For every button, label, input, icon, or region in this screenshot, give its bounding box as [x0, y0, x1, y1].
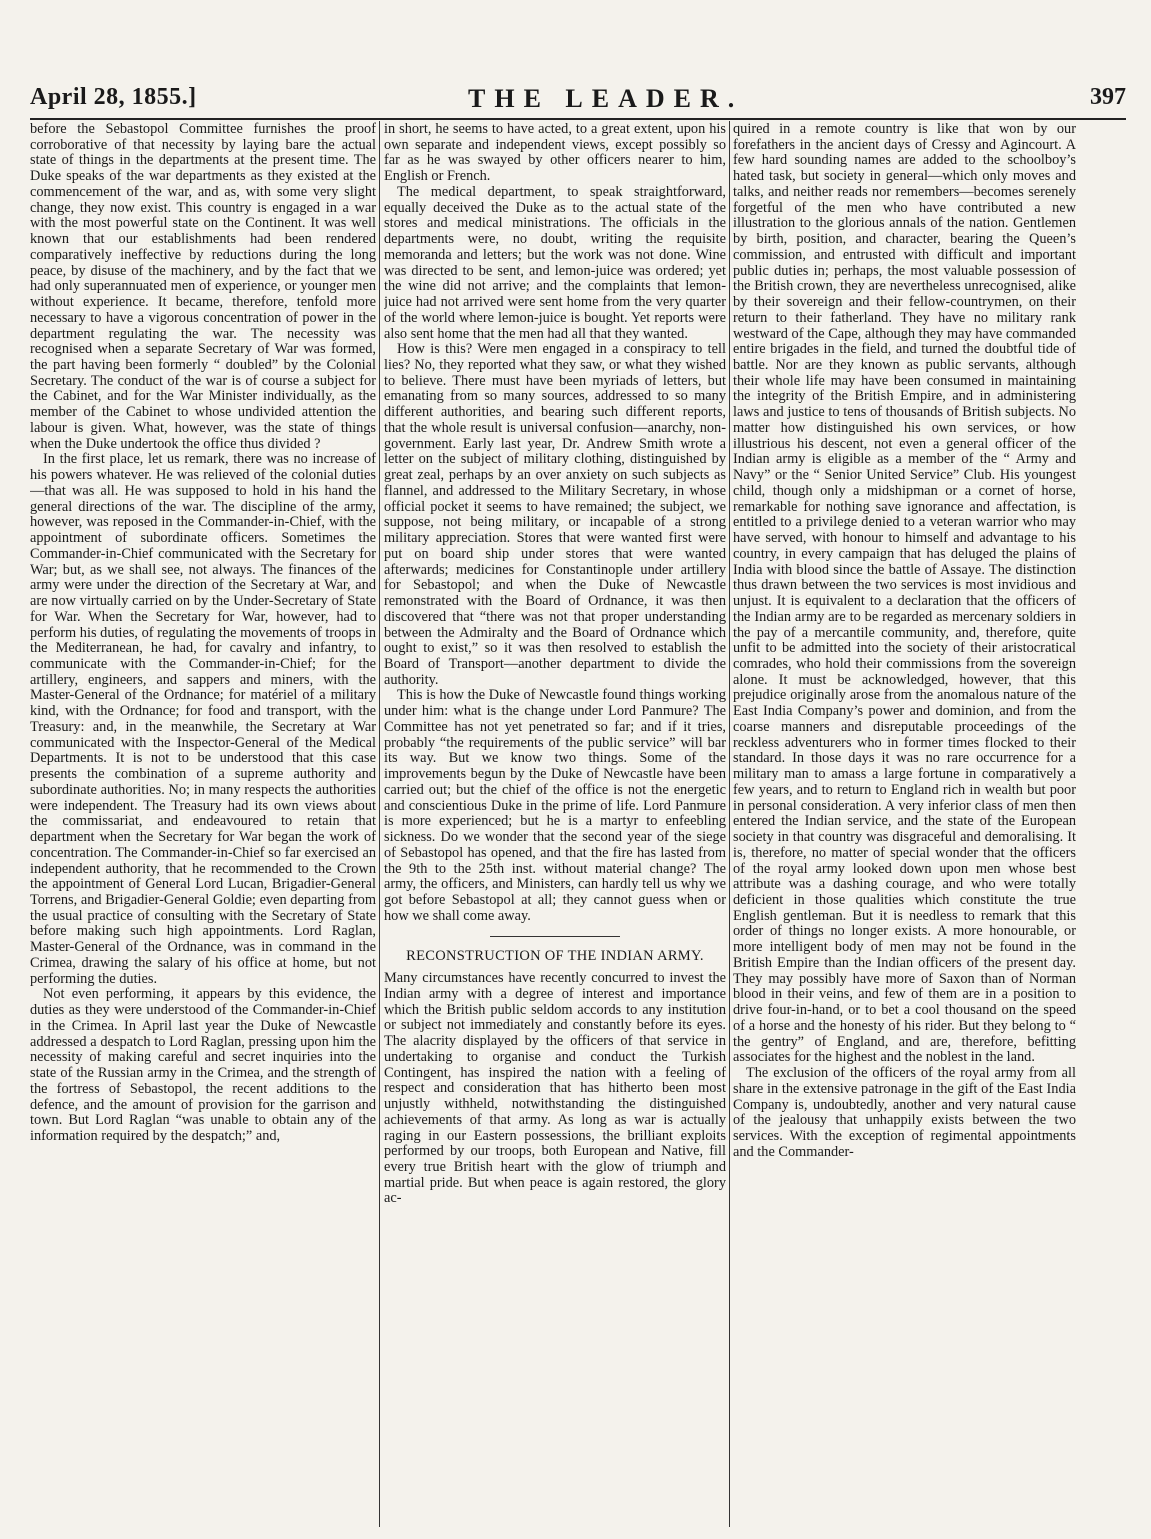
paragraph: in short, he seems to have acted, to a great extent, upon his own separate and independent views, except possibly so far as he was swayed by other officers nearer to him, English or French. [384, 122, 726, 185]
header-rule [30, 118, 1126, 120]
paragraph: Not even performing, it appears by this evidence, the duties as they were understood of the Commander-in-Chief in the Crimea. In April last year the Duke of Newcastle addressed a despatch to Lord Raglan, pressing upon him the necessity of making careful and secret inquiries into the state of the Russian army in the Crimea, and the strength of the fortress of Sebastopol, the recent additions to the defence, and the amount of provision for the garrison and town. But Lord Raglan “was unable to obtain any of the information required by the despatch;” and, [30, 986, 376, 1144]
column-divider [729, 121, 730, 1527]
section-divider [490, 936, 620, 937]
column-2 [384, 122, 726, 1527]
paragraph: The exclusion of the officers of the royal army from all share in the extensive patronage in the gift of the East India Company is, undoubtedly, another and very natural cause of the jealousy that unhappily exists between the two services. With the exception of regimental appointments and the Commander- [733, 1065, 1076, 1160]
paragraph: In the first place, let us remark, there was no increase of his powers whatever. He was relieved of the colonial duties—that was all. He was supposed to hold in his hand the general directions of the war. The discipline of the army, however, was reposed in the Commander-in-Chief, with the appointment of subordinate officers. Sometimes the Commander-in-Chief communicated with the Secretary for War; but, as we shall see, not always. The finances of the army were under the direction of the Secretary at War, and are now virtually carried on by the Under-Secretary of State for War. When the Secretary for War, however, had to perform his duties, of regulating the movements of troops in the Mediterranean, he had, for cavalry and infantry, to communicate with the Commander-in-Chief; for the artillery, engineers, and sappers and miners, with the Master-General of the Ordnance; for matériel of a military kind, with the Ordnance; for food and transport, with the Treasury: and, in the meanwhile, the Secretary at War communicated with the Inspector-General of the Medical Departments. It is not to be understood that this case presents the combination of a supreme authority and subordinate authorities. No; in many respects the authorities were independent. The Treasury had its own views about the commissariat, and endeavoured to retain that department when the Secretary for War began the work of concentration. The Commander-in-Chief so far exercised an independent authority, that he recommended to the Crown the appointment of General Lord Lucan, Brigadier-General Torrens, and Brigadier-General Goldie; even departing from the usual practice of consulting with the Secretary of State before making such high appointments. Lord Raglan, Master-General of the Ordnance, was in command in the Crimea, drawing the salary of his office at home, but not performing the duties. [30, 451, 376, 987]
page-header [30, 84, 1126, 118]
paragraph: How is this? Were men engaged in a conspiracy to tell lies? No, they reported what they saw, or what they wished to believe. There must have been myriads of letters, but emanating from so many sources, addressed to so many different authorities, and bearing such different reports, that the whole result is universal confusion—anarchy, non-government. Early last year, Dr. Andrew Smith wrote a letter on the subject of military clothing, distinguished by great zeal, perhaps by an over anxiety on such subjects as flannel, and addressed to the Military Secretary, in whose official pocket it seems to have remained; the subject, we suppose, not being military, or incapable of a strong military appreciation. Stores that were wanted first were put on board ship under stores that were wanted afterwards; medicines for Constantinople under artillery for Sebastopol; and when the Duke of Newcastle remonstrated with the Board of Ordnance, it was then discovered that “there was not that proper understanding between the Admiralty and the Board of Ordnance which ought to exist,” so it was then resolved to establish the Board of Transport—another department to divide the authority. [384, 341, 726, 688]
column-3 [733, 122, 1076, 1527]
newspaper-title: THE LEADER. [468, 84, 744, 113]
paragraph: quired in a remote country is like that won by our forefathers in the ancient days of Cressy and Agincourt. A few hard sounding names are added to the schoolboy’s hated task, but society in general—which only moves and talks, and neither reads nor remembers—becomes serenely forgetful of the men who have contributed a new illustration to the glorious annals of the nation. Gentlemen by birth, position, and character, bearing the Queen’s commission, and entrusted with difficult and important public duties in; perhaps, the most valuable possession of the British crown, they are nevertheless unrecognised, alike by their sovereign and their fellow-countrymen, on their return to their fatherland. They have no military rank westward of the Cape, although they may have commanded entire brigades in the field, and turned the doubtful tide of battle. Nor are they known as public servants, although their whole life may have been consumed in maintaining the integrity of the British Empire, and in administering laws and justice to tens of thousands of British subjects. No matter how distinguished his own services, or how illustrious his descent, not even a general officer of the Indian army is eligible as a member of the “ Army and Navy” or the “ Senior United Service” Club. His youngest child, though only a midshipman or a cornet of horse, remarkable for nothing save ignorance and affectation, is entitled to a privilege denied to a veteran warrior who may have served, with honour to himself and advantage to his country, in every campaign that has deluged the plains of India with blood since the battle of Assaye. The distinction thus drawn between the two services is most invidious and unjust. It is equivalent to a declaration that the officers of the Indian army are to be regarded as mercenary soldiers in the pay of a mercantile community, and, therefore, quite unfit to be admitted into the society of their aristocratical comrades, who hold their commissions from the sovereign alone. It must be acknowledged, however, that this prejudice originally arose from the anomalous nature of the East India Company’s power and dominion, and from the coarse manners and disreputable proceedings of the reckless adventurers who in former times flocked to their standard. In those days it was no rare occurrence for a military man to amass a large fortune in comparatively a few years, and to return to England rich in wealth but poor in personal consideration. A very inferior class of men then entered the Indian service, and the state of the European society in that country was disgraceful and demoralising. It is, therefore, no matter of special wonder that the officers of the royal army looked down upon men whose best attribute was a dashing courage, and who were totally deficient in those qualities which constitute the true English gentleman. But it is needless to remark that this order of things no longer exists. A more honourable, or more intelligent body of men may not be found in the British Empire than the Indian officers of the present day. They may possibly have more of Saxon than of Norman blood in their veins, and few of them are in a position to drive four-in-hand, or to bet a cool thousand on the speed of a horse and the honesty of his rider. But they belong to “ the gentry” of England, and are, therefore, befitting associates for the highest and the noblest in the land. [733, 122, 1076, 1066]
issue-date: April 28, 1855.] [30, 84, 197, 110]
paragraph: before the Sebastopol Committee furnishes the proof corroborative of that necessity by laying bare the actual state of things in the departments at the present time. The Duke speaks of the war departments as they existed at the commencement of the war, and as, with some very slight change, they now exist. This country is engaged in a war with the most powerful state on the Continent. It was well known that our establishments had been rendered comparatively ineffective by reductions during the long peace, by disuse of the machinery, and by the fact that we had only superannuated men of experience, or younger men without experience. It became, therefore, tenfold more necessary to have a vigorous concentration of power in the department regulating the war. The necessity was recognised when a separate Secretary of War was formed, the part having been formerly “ doubled” by the Colonial Secretary. The conduct of the war is of course a subject for the Cabinet, and for the War Minister individually, as the member of the Cabinet to whose undivided attention the labour is given. What, however, was the state of things when the Duke undertook the office thus divided ? [30, 122, 376, 452]
column-divider [379, 121, 380, 1527]
paragraph: The medical department, to speak straightforward, equally deceived the Duke as to the actual state of the stores and medical ministrations. The officials in the departments were, no doubt, writing the requisite memoranda and letters; but the work was not done. Wine was directed to be sent, and lemon-juice was ordered; yet the wine did not arrive; and the complaints that lemon-juice had not arrived were sent home from the very quarter of the world where lemon-juice is bought. Yet reports were also sent home that the men had all that they wanted. [384, 183, 726, 342]
paragraph: Many circumstances have recently concurred to invest the Indian army with a degree of interest and importance which the British public seldom accords to any institution or subject not immediately and constantly before its eyes. The alacrity displayed by the officers of that service in undertaking to organise and conduct the Turkish Contingent, has inspired the nation with a feeling of respect and consideration that has hitherto been most unjustly withheld, notwithstanding the distinguished achievements of that army. As long as war is actually raging in our Eastern possessions, the brilliant exploits performed by our troops, both European and Native, fill every true British heart with the glow of triumph and martial pride. But when peace is again restored, the glory ac- [384, 970, 726, 1207]
column-1 [30, 122, 376, 1527]
page-number: 397 [1090, 84, 1126, 110]
paragraph: This is how the Duke of Newcastle found things working under him: what is the change under Lord Panmure? The Committee has not yet penetrated so far; and if it tries, probably “the requirements of the public service” will bar its way. But we know two things. Some of the improvements begun by the Duke of Newcastle have been carried out; but the chief of the office is not the energetic and conscientious Duke in the prime of life. Lord Panmure is more experienced; but he is a martyr to enfeebling sickness. Do we wonder that the second year of the siege of Sebastopol has opened, and that the fire has lasted from the 9th to the 25th inst. without material change? The army, the officers, and Ministers, can hardly tell us why we got before Sebastopol at all; they cannot guess when or how we shall come away. [384, 687, 726, 924]
section-heading: RECONSTRUCTION OF THE INDIAN ARMY. [406, 948, 704, 965]
